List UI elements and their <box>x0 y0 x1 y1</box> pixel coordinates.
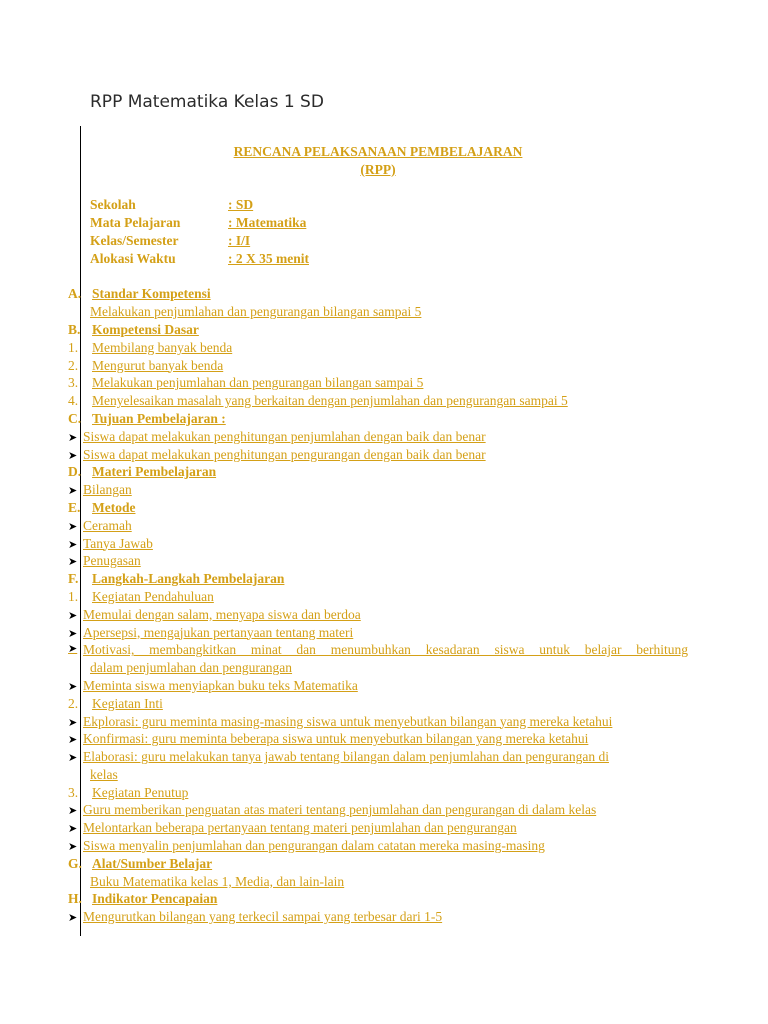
subsection-heading: 3. Kegiatan Penutup <box>68 784 189 800</box>
list-item: ➤ Bilangan <box>68 481 688 499</box>
section-e-heading: E. Metode <box>68 499 136 515</box>
section-b-heading: B. Kompetensi Dasar <box>68 321 199 337</box>
section-a-text: Melakukan penjumlahan dan pengurangan bilangan sampai 5 <box>90 304 422 320</box>
list-item: 1. Membilang banyak benda <box>68 339 233 355</box>
arrow-bullet-icon: ➤ <box>68 805 78 818</box>
section-g-heading: G. Alat/Sumber Belajar <box>68 855 213 871</box>
list-item: ➤ Meminta siswa menyiapkan buku teks Matematika <box>68 677 688 695</box>
heading-sub: (RPP) <box>360 161 396 177</box>
meta-block <box>68 196 688 267</box>
list-item: ➤ Siswa dapat melakukan penghitungan penjumlahan dengan baik dan benar <box>68 428 688 446</box>
arrow-bullet-icon: ➤ <box>68 716 78 729</box>
list-item: ➤ Melontarkan beberapa pertanyaan tentang materi penjumlahan dan pengurangan <box>68 819 688 837</box>
section-c-heading: C. Tujuan Pembelajaran : <box>68 410 226 426</box>
list-item-continuation: dalam penjumlahan dan pengurangan <box>90 660 293 676</box>
rpp-document <box>68 143 688 926</box>
section-a-heading: A. Standar Kompetensi <box>68 286 211 302</box>
list-item: ➤ Mengurutkan bilangan yang terkecil sampai yang terbesar dari 1-5 <box>68 908 688 926</box>
meta-row-mapel: Mata Pelajaran : Matematika <box>90 215 307 231</box>
meta-row-alokasi: Alokasi Waktu : 2 X 35 menit <box>90 250 309 266</box>
meta-row-sekolah: Sekolah : SD <box>90 197 254 213</box>
list-item-continuation: kelas <box>90 766 118 782</box>
list-item: ➤ Konfirmasi: guru meminta beberapa siswa untuk menyebutkan bilangan yang mereka ketahui <box>68 730 688 748</box>
arrow-bullet-icon: ➤ <box>68 823 78 836</box>
list-item: ➤ Tanya Jawab <box>68 535 688 553</box>
list-item: ➤ Siswa menyalin penjumlahan dan pengurangan dalam catatan mereka masing-masing <box>68 837 688 855</box>
section-f-heading: F. Langkah-Langkah Pembelajaran <box>68 571 285 587</box>
list-item: ➤ Ekplorasi: guru meminta masing-masing siswa untuk menyebutkan bilangan yang mereka ketahui <box>68 713 688 731</box>
heading-main: RENCANA PELAKSANAAN PEMBELAJARAN <box>233 144 523 159</box>
subsection-heading: 1. Kegiatan Pendahuluan <box>68 588 214 604</box>
list-item: ➤ Memulai dengan salam, menyapa siswa dan berdoa <box>68 606 688 624</box>
arrow-bullet-icon: ➤ <box>68 609 78 622</box>
list-item: ➤ Penugasan <box>68 552 688 570</box>
arrow-bullet-icon: ➤ <box>68 643 78 656</box>
document-title: RPP Matematika Kelas 1 SD <box>90 92 324 112</box>
meta-row-kelas: Kelas/Semester : I/I <box>90 232 251 248</box>
subsection-heading: 2. Kegiatan Inti <box>68 695 163 711</box>
list-item: ➤ Apersepsi, mengajukan pertanyaan tentang materi <box>68 624 688 642</box>
list-item: ➤ Motivasi, membangkitkan minat dan menumbuhkan kesadaran siswa untuk belajar berhitung <box>68 642 688 658</box>
list-item: ➤ Siswa dapat melakukan penghitungan pengurangan dengan baik dan benar <box>68 446 688 464</box>
list-item: ➤ Guru memberikan penguatan atas materi tentang penjumlahan dan pengurangan di dalam kelas <box>68 801 688 819</box>
arrow-bullet-icon: ➤ <box>68 680 78 693</box>
list-item: ➤ Ceramah <box>68 517 688 535</box>
arrow-bullet-icon: ➤ <box>68 538 78 551</box>
list-item: 4. Menyelesaikan masalah yang berkaitan dengan penjumlahan dan pengurangan sampai 5 <box>68 393 568 409</box>
arrow-bullet-icon: ➤ <box>68 520 78 533</box>
arrow-bullet-icon: ➤ <box>68 752 78 765</box>
arrow-bullet-icon: ➤ <box>68 627 78 640</box>
arrow-bullet-icon: ➤ <box>68 449 78 462</box>
section-d-heading: D. Materi Pembelajaran <box>68 464 217 480</box>
arrow-bullet-icon: ➤ <box>68 912 78 925</box>
arrow-bullet-icon: ➤ <box>68 485 78 498</box>
section-g-text: Buku Matematika kelas 1, Media, dan lain-lain <box>90 873 345 889</box>
section-h-heading: H. Indikator Pencapaian <box>68 891 218 907</box>
list-item: 3. Melakukan penjumlahan dan pengurangan bilangan sampai 5 <box>68 375 424 391</box>
list-item: 2. Mengurut banyak benda <box>68 357 224 373</box>
arrow-bullet-icon: ➤ <box>68 841 78 854</box>
arrow-bullet-icon: ➤ <box>68 431 78 444</box>
list-item: ➤ Elaborasi: guru melakukan tanya jawab tentang bilangan dalam penjumlahan dan pengurangan di <box>68 748 688 766</box>
arrow-bullet-icon: ➤ <box>68 734 78 747</box>
arrow-bullet-icon: ➤ <box>68 556 78 569</box>
